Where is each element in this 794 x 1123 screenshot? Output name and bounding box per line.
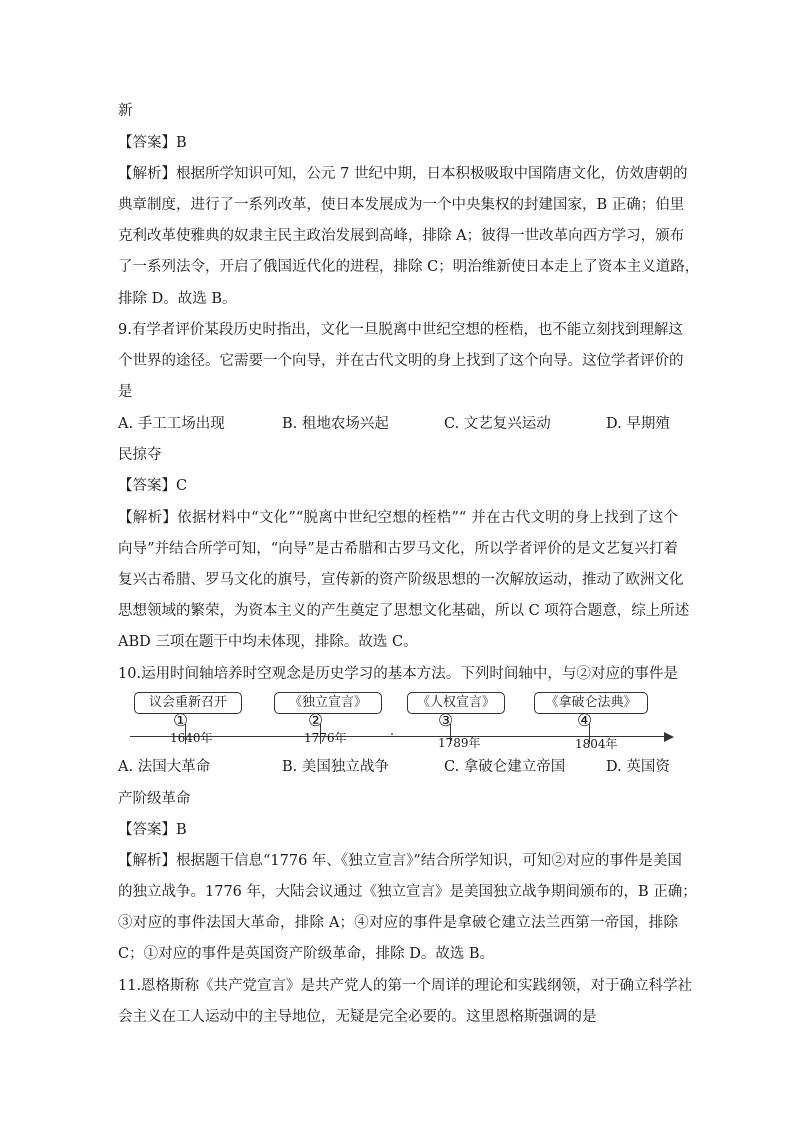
timeline-year: 1789年 <box>438 736 481 750</box>
axis-dot <box>391 733 393 735</box>
analysis-line: 的独立战争。1776 年，大陆会议通过《独立宣言》是美国独立战争期间颁布的，B 正确； <box>118 884 697 900</box>
q10-option-c: C. 拿破仑建立帝国 <box>444 759 566 775</box>
question-9-stem: 9.有学者评价某段历史时指出，文化一旦脱离中世纪空想的桎梏，也不能立刻找到理解这 <box>118 322 683 338</box>
timeline-event-label: 《人权宣言》 <box>407 692 505 714</box>
question-9-stem: 个世界的途径。它需要一个向导，并在古代文明的身上找到了这个向导。这位学者评价的 <box>118 353 684 369</box>
q9-option-b: B. 租地农场兴起 <box>282 416 389 432</box>
question-10-stem: 10.运用时间轴培养时空观念是历史学习的基本方法。下列时间轴中，与②对应的事件是 <box>118 666 678 682</box>
analysis-line: 【解析】根据题干信息“1776 年、《独立宣言》”结合所学知识，可知②对应的事件是美国 <box>118 853 682 869</box>
analysis-line: 向导”并结合所学可知，“向导”是古希腊和古罗马文化，所以学者评价的是文艺复兴打着 <box>118 541 678 557</box>
question-9-stem: 是 <box>118 384 133 400</box>
q10-option-a: A. 法国大革命 <box>118 759 211 775</box>
timeline-figure <box>118 684 678 750</box>
q9-option-a: A. 手工工场出现 <box>118 416 225 432</box>
analysis-line: C；①对应的事件是英国资产阶级革命，排除 D。故选 B。 <box>118 946 495 962</box>
answer-label: 【答案】B <box>118 135 187 151</box>
analysis-line: 排除 D。故选 B。 <box>118 291 237 307</box>
timeline-event-label: 《拿破仑法典》 <box>534 692 648 714</box>
analysis-line: 典章制度，进行了一系列改革，使日本发展成为一个中央集权的封建国家，B 正确；伯里 <box>118 197 685 213</box>
timeline-year: 1640年 <box>170 731 213 745</box>
analysis-line: 【解析】依据材料中“文化”“脱离中世纪空想的桎梏”“ 并在古代文明的身上找到了这个 <box>118 510 678 526</box>
analysis-line: 思想领域的繁荣，为资本主义的产生奠定了思想文化基础，所以 C 项符合题意，综上所述 <box>118 603 690 619</box>
text-line: 新 <box>118 103 133 119</box>
analysis-line: ABD 三项在题干中均未体现，排除。故选 C。 <box>118 634 418 650</box>
analysis-line: 【解析】根据所学知识可知，公元 7 世纪中期，日本积极吸取中国隋唐文化，仿效唐朝的 <box>118 166 688 182</box>
timeline-year: 1804年 <box>575 737 618 751</box>
analysis-line: ③对应的事件法国大革命，排除 A；④对应的事件是拿破仑建立法兰西第一帝国，排除 <box>118 915 678 931</box>
timeline-event-label: 议会重新召开 <box>134 692 242 714</box>
timeline-event-number: ④ <box>577 711 593 731</box>
timeline-event-label: 《独立宣言》 <box>274 692 382 714</box>
q9-option-d: D. 早期殖 <box>606 416 670 432</box>
q9-option-c: C. 文艺复兴运动 <box>444 416 551 432</box>
q9-option-d-cont: 民掠夺 <box>118 447 162 463</box>
q10-option-b: B. 美国独立战争 <box>282 759 389 775</box>
analysis-line: 复兴古希腊、罗马文化的旗号，宣传新的资产阶级思想的一次解放运动，推动了欧洲文化 <box>118 572 684 588</box>
question-11-stem: 会主义在工人运动中的主导地位，无疑是完全必要的。这里恩格斯强调的是 <box>118 1009 597 1025</box>
answer-label: 【答案】C <box>118 478 188 494</box>
answer-label: 【答案】B <box>118 822 187 838</box>
question-11-stem: 11.恩格斯称《共产党宣言》是共产党人的第一个周详的理论和实践纲领，对于确立科学社 <box>118 978 693 994</box>
timeline-event-number: ③ <box>438 711 454 731</box>
q10-option-d: D. 英国资 <box>606 759 670 775</box>
timeline-event-number: ② <box>308 711 324 731</box>
analysis-line: 了一系列法令，开启了俄国近代化的进程，排除 C；明治维新使日本走上了资本主义道路， <box>118 259 700 275</box>
analysis-line: 克利改革使雅典的奴隶主民主政治发展到高峰，排除 A；彼得一世改革向西方学习，颁布 <box>118 228 685 244</box>
timeline-year: 1776年 <box>304 731 347 745</box>
timeline-event-number: ① <box>173 711 189 731</box>
arrow-right-icon <box>664 732 674 742</box>
q10-option-d-cont: 产阶级革命 <box>118 791 191 807</box>
